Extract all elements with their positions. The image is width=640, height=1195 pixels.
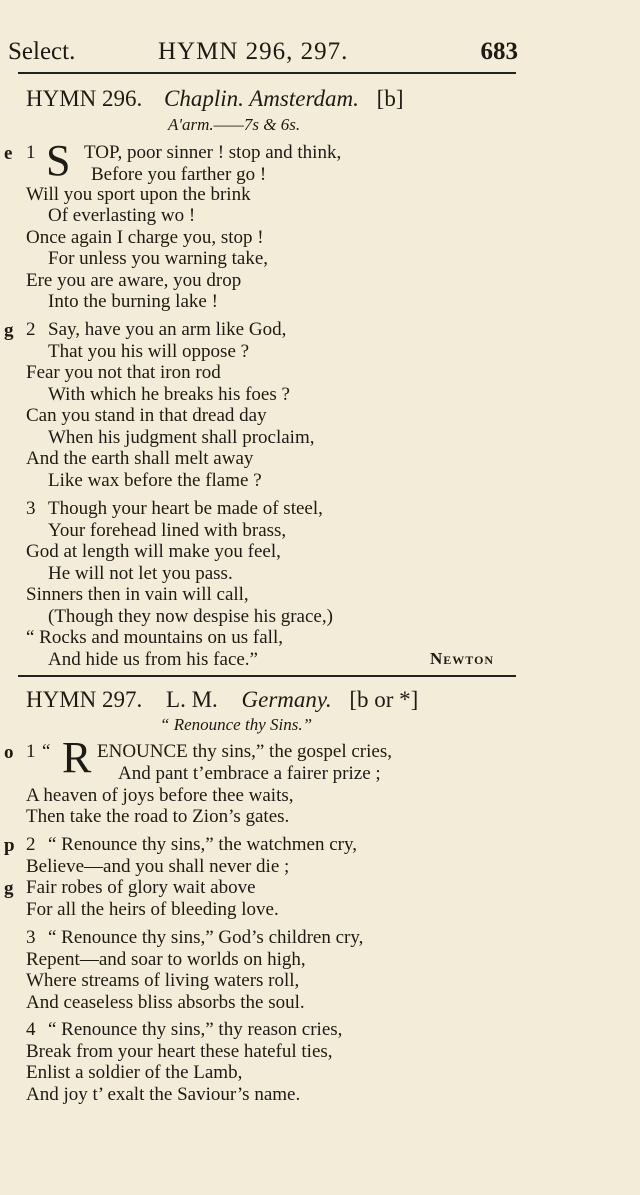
verse-line: With which he breaks his foes ? xyxy=(48,384,290,405)
verse-line: And joy t’ exalt the Saviour’s name. xyxy=(26,1084,301,1105)
stanza-number: 1 xyxy=(26,741,36,762)
verse-line: When his judgment shall proclaim, xyxy=(48,427,315,448)
verse-line: Though your heart be made of steel, xyxy=(48,498,323,519)
verse-line: God at length will make you feel, xyxy=(26,541,281,562)
hymnal-page: Select. HYMN 296, 297. 683 HYMN 296. Chaplin. Amsterdam. [b] A'arm.——7s & 6s. e 1 S TOP, poor sinner ! stop and think, Before you farther go ! Will you sport upon the brink Of everlasting wo ! Once again I charge you, stop ! For unless you warning take, Ere you are aware, you drop Into the burning lake ! g 2 Say, have you an arm like God, That you his will oppose ? Fear you not that iron rod With which he breaks his foes ? Can you stand in that dread day When his judgment shall proclaim, And the earth shall melt away Like wax before the flame ? 3 Though your heart be made of steel, Your forehead lined with brass, God at length will make you feel, He will not let you pass. Sinners then in vain will call, (Though they now despise his grace,) “ Rocks and mountains on us fall, And hide us from his face.” Newton HYMN 297. L. M. Germany. [b or *] “ Renounce thy Sins.” o 1 “ R ENOUNCE thy sins,” the gospel cries, And pant t’embrace a fairer prize ; A heaven of joys before thee waits, Then take the road to Zion’s gates. p 2 “ Renounce thy sins,” the watchmen cry, Believe—and you shall never die ; g Fair robes of glory wait above For all the heirs of bleeding love. 3 “ Renounce thy sins,” God’s children cry, Repent—and soar to worlds on high, Where streams of living waters roll, And ceaseless bliss absorbs the soul. 4 “ Renounce thy sins,” thy reason cries, Break from your heart these hateful ties, Enlist a soldier of the Lamb, And joy t’ exalt the Saviour’s name. xyxy=(4,38,518,1105)
verse-line: (Though they now despise his grace,) xyxy=(48,606,333,627)
drop-cap: S xyxy=(46,136,71,185)
running-title: HYMN 296, 297. xyxy=(158,38,349,65)
verse-line: Into the burning lake ! xyxy=(48,291,218,312)
section-label: Select. xyxy=(8,38,76,65)
section-rule xyxy=(18,675,516,677)
dynamic-mark: g xyxy=(4,320,14,341)
verse-line: Your forehead lined with brass, xyxy=(48,520,287,541)
verse-line: ENOUNCE thy sins,” the gospel cries, xyxy=(97,741,392,762)
stanza-number: 4 xyxy=(26,1019,36,1040)
verse-line: Ere you are aware, you drop xyxy=(26,270,242,291)
dynamic-mark: o xyxy=(4,742,14,763)
hymn-296-tunes: Chaplin. Amsterdam. xyxy=(164,86,359,111)
hymn-297-subtitle: “ Renounce thy Sins.” xyxy=(160,715,313,734)
verse-line: Sinners then in vain will call, xyxy=(26,584,249,605)
verse-line: “ Renounce thy sins,” God’s children cry, xyxy=(48,927,364,948)
verse-line: And hide us from his face.” xyxy=(48,649,258,670)
hymn-296-mark: [b] xyxy=(376,86,404,111)
header-rule xyxy=(18,72,516,74)
verse-line: Believe—and you shall never die ; xyxy=(26,856,290,877)
hymn-297-tune: Germany. xyxy=(241,687,332,712)
hymn-296-number: HYMN 296. xyxy=(26,86,143,111)
verse-line: Fear you not that iron rod xyxy=(26,362,221,383)
verse-line: He will not let you pass. xyxy=(48,563,233,584)
hymn-297-meter: L. M. xyxy=(166,687,218,712)
verse-line: Say, have you an arm like God, xyxy=(48,319,287,340)
dynamic-mark: g xyxy=(4,878,14,899)
verse-line: Then take the road to Zion’s gates. xyxy=(26,806,290,827)
stanza-number: 3 xyxy=(26,927,36,948)
verse-line: For unless you warning take, xyxy=(48,248,269,269)
verse-line: Fair robes of glory wait above xyxy=(26,877,256,898)
verse-line: And pant t’embrace a fairer prize ; xyxy=(118,763,381,784)
author-attribution: Newton xyxy=(430,649,495,668)
verse-line: “ Renounce thy sins,” the watchmen cry, xyxy=(48,834,358,855)
hymn-296-meter: A'arm.——7s & 6s. xyxy=(168,115,301,134)
page-number: 683 xyxy=(480,38,518,65)
dynamic-mark: e xyxy=(4,143,13,164)
verse-line: And the earth shall melt away xyxy=(26,448,254,469)
verse-line: For all the heirs of bleeding love. xyxy=(26,899,279,920)
verse-line: Once again I charge you, stop ! xyxy=(26,227,264,248)
verse-line: “ Renounce thy sins,” thy reason cries, xyxy=(48,1019,343,1040)
verse-line: Like wax before the flame ? xyxy=(48,470,262,491)
verse-line: Of everlasting wo ! xyxy=(48,205,196,226)
drop-cap: R xyxy=(62,733,92,782)
verse-line: Will you sport upon the brink xyxy=(26,184,251,205)
verse-line: That you his will oppose ? xyxy=(48,341,250,362)
verse-line: Enlist a soldier of the Lamb, xyxy=(26,1062,243,1083)
verse-line: Before you farther go ! xyxy=(91,164,267,185)
hymn-297-mark: [b or *] xyxy=(349,687,419,712)
hymn-296-title xyxy=(26,86,403,112)
hymn-297-title xyxy=(26,687,418,713)
hymn-297-number: HYMN 297. xyxy=(26,687,143,712)
page-header xyxy=(8,38,518,68)
stanza-number: 1 xyxy=(26,142,36,163)
stanza-number: 2 xyxy=(26,319,36,340)
verse-line: A heaven of joys before thee waits, xyxy=(26,785,294,806)
stanza-number: 2 xyxy=(26,834,36,855)
verse-line: TOP, poor sinner ! stop and think, xyxy=(84,142,342,163)
stanza-number: 3 xyxy=(26,498,36,519)
verse-line: “ Rocks and mountains on us fall, xyxy=(26,627,283,648)
dynamic-mark: p xyxy=(4,835,15,856)
verse-line: Break from your heart these hateful ties, xyxy=(26,1041,333,1062)
verse-line: Can you stand in that dread day xyxy=(26,405,267,426)
verse-line: Where streams of living waters roll, xyxy=(26,970,300,991)
verse-line: And ceaseless bliss absorbs the soul. xyxy=(26,992,305,1013)
verse-line: Repent—and soar to worlds on high, xyxy=(26,949,306,970)
